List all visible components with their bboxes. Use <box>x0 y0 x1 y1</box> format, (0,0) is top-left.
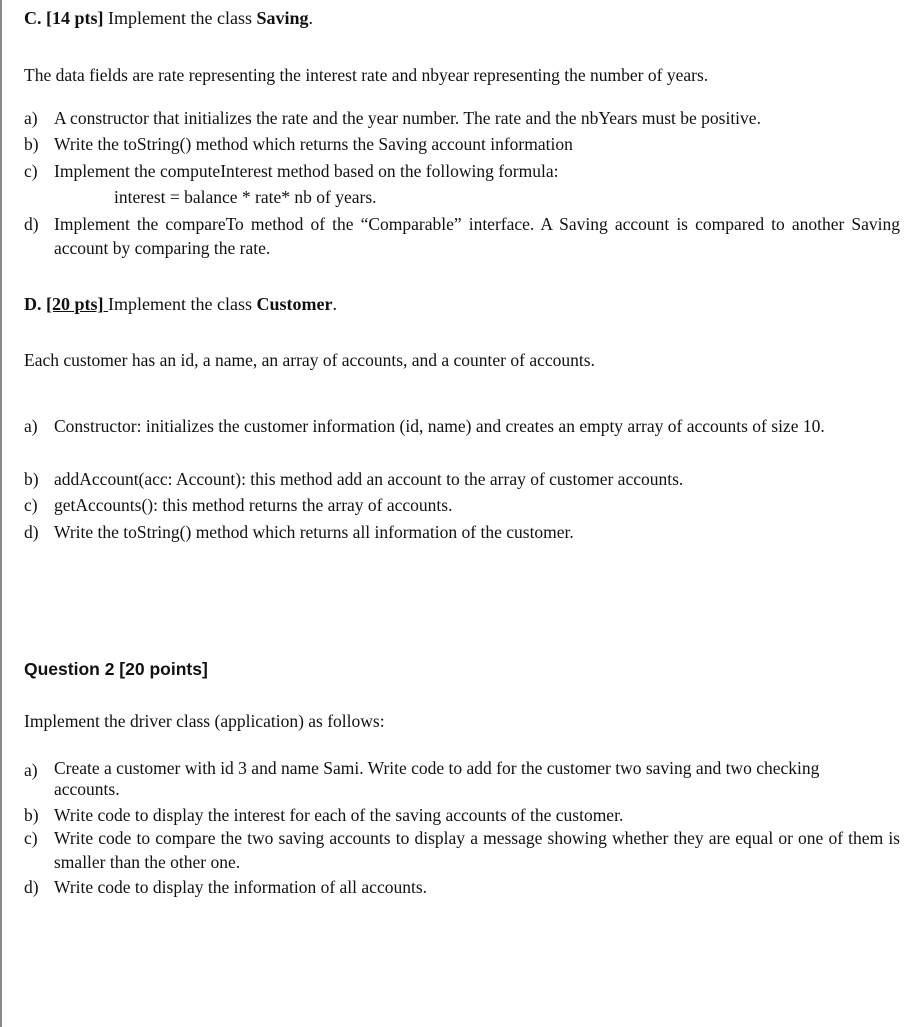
question-2-intro: Implement the driver class (application) as follows: <box>24 711 385 731</box>
section-d-heading <box>24 292 337 316</box>
item-label: b) <box>24 805 39 825</box>
item-text: Write code to display the information of all accounts. <box>54 877 428 897</box>
item-text: Create a customer with id 3 and name Sami. Write code to add for the customer two saving and two checking accounts. <box>54 758 820 799</box>
item-text: Implement the compareTo method of the “Comparable” interface. A Saving account is compared to another Saving account by comparing the rate. <box>54 214 900 258</box>
item-text: Write code to compare the two saving accounts to display a message showing whether they are equal or one of them is smaller than the other one. <box>54 828 900 872</box>
item-label: a) <box>24 416 38 436</box>
interest-formula: interest = balance * rate* nb of years. <box>114 187 377 207</box>
section-d-points: [20 pts] <box>46 294 104 314</box>
section-d-classname: Customer <box>256 294 333 314</box>
item-label: d) <box>24 214 39 234</box>
item-label: d) <box>24 877 39 897</box>
item-label: a) <box>24 108 38 128</box>
section-c-points: [14 pts] <box>46 8 104 28</box>
section-d-end: . <box>332 294 337 314</box>
item-text: Write the toString() method which returns all information of the customer. <box>54 522 574 542</box>
item-label: c) <box>24 495 38 515</box>
item-label: a) <box>24 760 38 780</box>
section-d-text: Implement the class <box>108 294 257 314</box>
item-label: c) <box>24 161 38 181</box>
item-label: d) <box>24 522 39 542</box>
item-label: c) <box>24 828 38 848</box>
item-text: addAccount(acc: Account): this method add an account to the array of customer accounts. <box>54 469 684 489</box>
item-label: b) <box>24 469 39 489</box>
item-text: A constructor that initializes the rate and the year number. The rate and the nbYears must be positive. <box>54 108 761 128</box>
section-c-text: Implement the class <box>103 8 257 28</box>
item-text: getAccounts(): this method returns the array of accounts. <box>54 495 453 515</box>
item-text: Implement the computeInterest method based on the following formula: <box>54 161 559 181</box>
section-c-label: C. <box>24 8 42 28</box>
section-d-description: Each customer has an id, a name, an array of accounts, and a counter of accounts. <box>24 350 595 370</box>
item-label: b) <box>24 134 39 154</box>
section-c-end: . <box>308 8 313 28</box>
section-c-classname: Saving <box>256 8 309 28</box>
item-text: Write the toString() method which returns the Saving account information <box>54 134 573 154</box>
item-text: Constructor: initializes the customer information (id, name) and creates an empty array of accounts of size 10. <box>54 416 825 436</box>
question-2-title: Question 2 [20 points] <box>24 659 208 679</box>
section-d-label: D. <box>24 294 42 314</box>
section-c-description: The data fields are rate representing the interest rate and nbyear representing the number of years. <box>24 65 709 85</box>
item-text: Write code to display the interest for each of the saving accounts of the customer. <box>54 805 624 825</box>
section-c-heading <box>24 6 313 30</box>
